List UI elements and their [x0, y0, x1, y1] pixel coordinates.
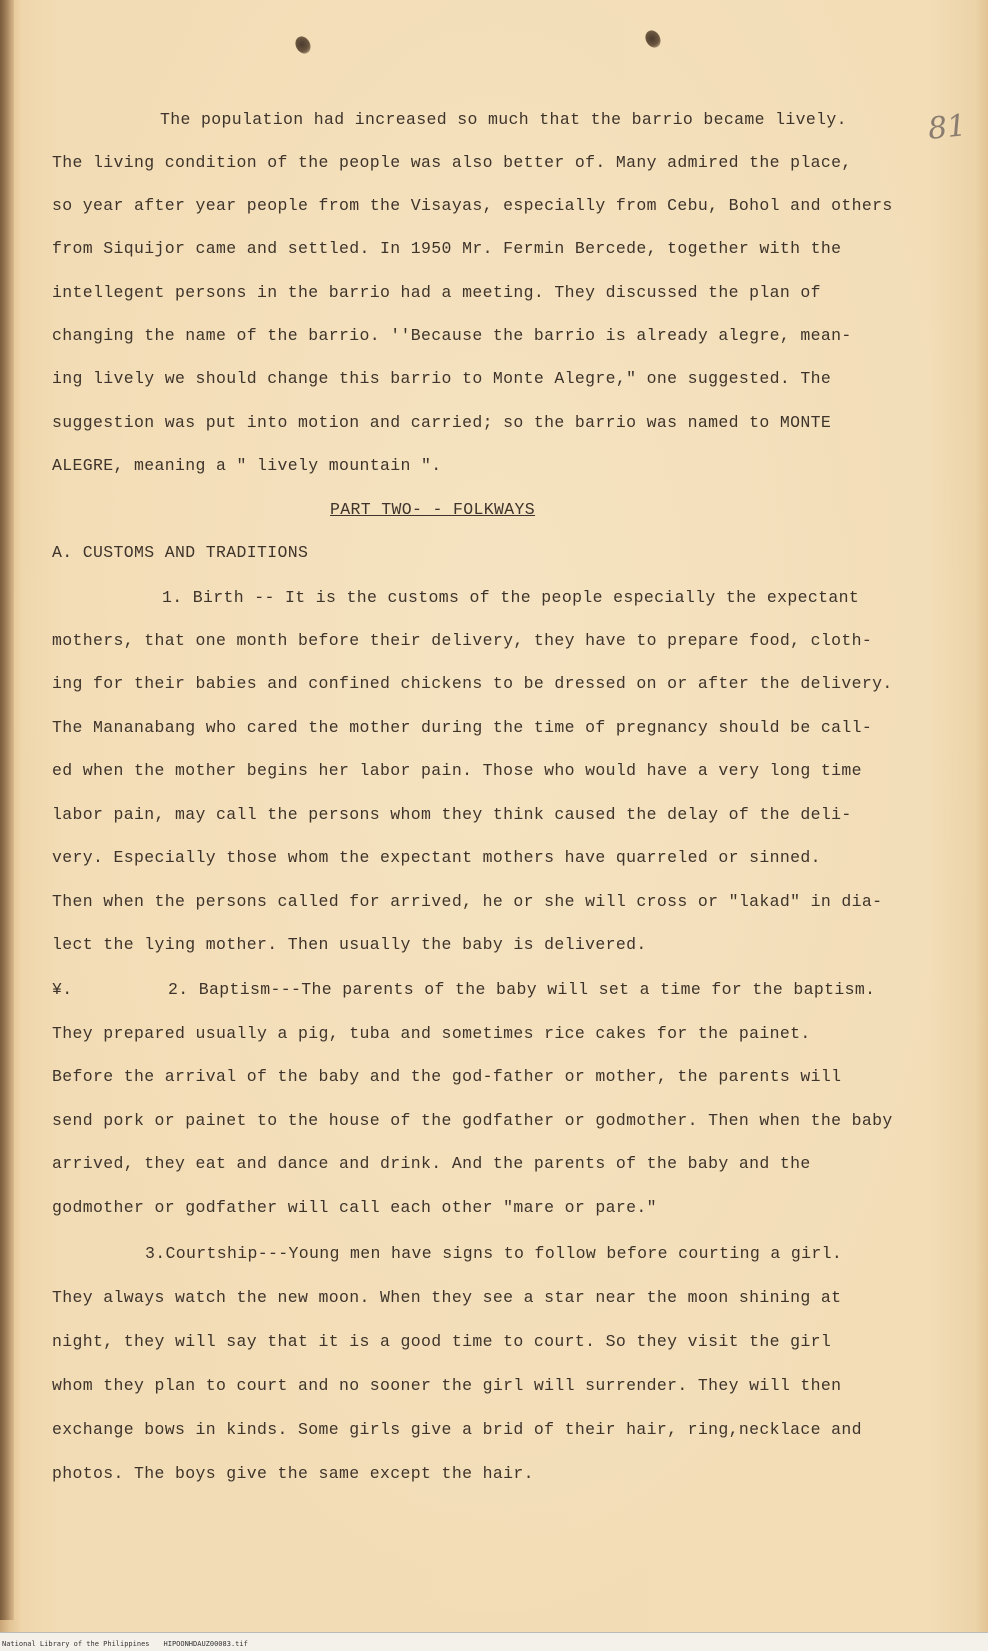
text-line: photos. The boys give the same except the hair. — [52, 1464, 534, 1483]
footer-library: National Library of the Philippines — [2, 1640, 150, 1648]
footer-file-id: HIPOONHDAUZ00083.tif — [163, 1640, 248, 1648]
text-line: Before the arrival of the baby and the god-father or mother, the parents will — [52, 1067, 842, 1086]
text-line: changing the name of the barrio. ''Because the barrio is already alegre, mean- — [52, 326, 852, 345]
text-line: godmother or godfather will call each other "mare or pare." — [52, 1198, 657, 1217]
text-line: mothers, that one month before their delivery, they have to prepare food, cloth- — [52, 631, 873, 650]
text-line: ed when the mother begins her labor pain. Those who would have a very long time — [52, 761, 862, 780]
text-line: ing lively we should change this barrio to Monte Alegre," one suggested. The — [52, 369, 832, 388]
text-line: very. Especially those whom the expectant mothers have quarreled or sinned. — [52, 848, 821, 867]
text-line: 1. Birth -- It is the customs of the people especially the expectant — [162, 588, 860, 607]
text-line: 3.Courtship---Young men have signs to follow before courting a girl. — [145, 1244, 843, 1263]
text-line: They always watch the new moon. When they see a star near the moon shining at — [52, 1288, 842, 1307]
section-heading: PART TWO- - FOLKWAYS — [330, 500, 536, 519]
text-line: whom they plan to court and no sooner the girl will surrender. They will then — [52, 1376, 842, 1395]
binding-shadow — [0, 0, 14, 1620]
text-line: labor pain, may call the persons whom they think caused the delay of the deli- — [52, 805, 852, 824]
punch-hole-left — [292, 34, 313, 57]
text-line: Then when the persons called for arrived, he or she will cross or "lakad" in dia- — [52, 892, 883, 911]
scan-footer — [2, 1640, 248, 1648]
text-line: send pork or painet to the house of the godfather or godmother. Then when the baby — [52, 1111, 893, 1130]
text-line: ALEGRE, meaning a " lively mountain ". — [52, 456, 442, 475]
text-line: night, they will say that it is a good time to court. So they visit the girl — [52, 1332, 832, 1351]
handwritten-page-number: 81 — [926, 108, 968, 147]
text-line: ing for their babies and confined chickens to be dressed on or after the delivery. — [52, 674, 893, 693]
text-line: so year after year people from the Visayas, especially from Cebu, Bohol and others — [52, 196, 893, 215]
text-line: arrived, they eat and dance and drink. And the parents of the baby and the — [52, 1154, 811, 1173]
text-line: from Siquijor came and settled. In 1950 Mr. Fermin Bercede, together with the — [52, 239, 842, 258]
subsection-heading: A. CUSTOMS AND TRADITIONS — [52, 543, 309, 562]
punch-hole-right — [642, 28, 663, 51]
text-line: suggestion was put into motion and carried; so the barrio was named to MONTE — [52, 413, 832, 432]
text-line: The Mananabang who cared the mother during the time of pregnancy should be call- — [52, 718, 873, 737]
text-line: The living condition of the people was also better of. Many admired the place, — [52, 153, 852, 172]
text-line: They prepared usually a pig, tuba and sometimes rice cakes for the painet. — [52, 1024, 811, 1043]
text-line: The population had increased so much that the barrio became lively. — [160, 110, 847, 129]
text-line: 2. Baptism---The parents of the baby will set a time for the baptism. — [168, 980, 876, 999]
text-line: lect the lying mother. Then usually the baby is delivered. — [52, 935, 647, 954]
stray-mark: ¥. — [52, 980, 73, 999]
text-line: intellegent persons in the barrio had a meeting. They discussed the plan of — [52, 283, 821, 302]
text-line: exchange bows in kinds. Some girls give a brid of their hair, ring,necklace and — [52, 1420, 862, 1439]
